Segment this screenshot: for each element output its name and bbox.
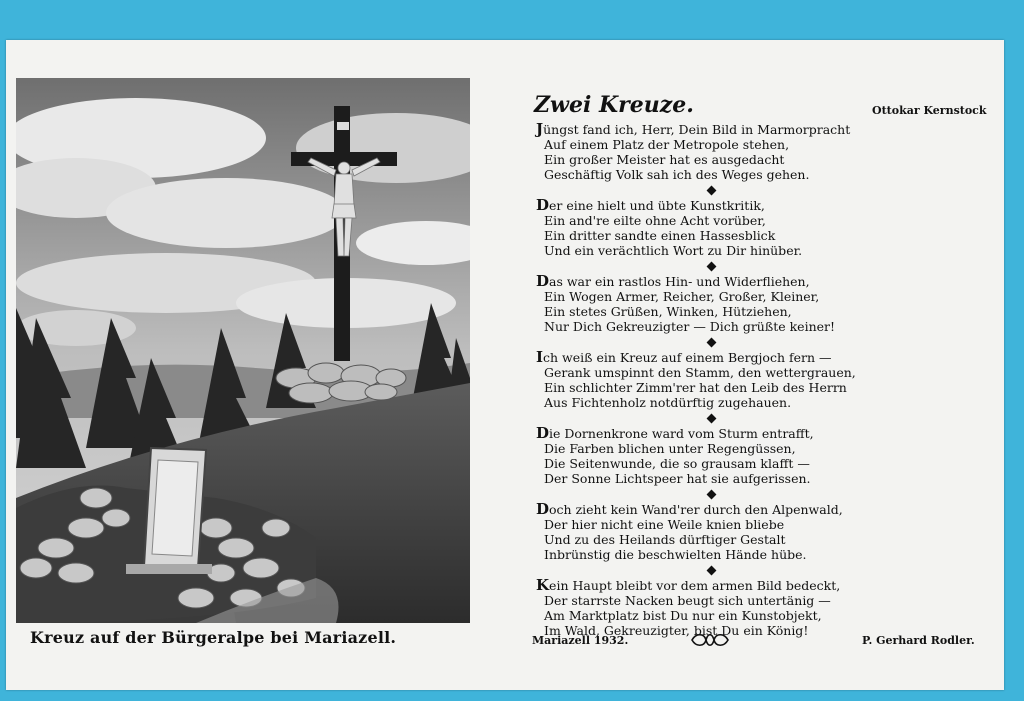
poem-line: Der hier nicht eine Weile knien bliebe — [544, 517, 785, 532]
poem-line: Und zu des Heilands dürftiger Gestalt — [544, 532, 786, 547]
poem-line: Gerank umspinnt den Stamm, den wettergrauen, — [544, 365, 856, 380]
poem-line: Inbrünstig die beschwielten Hände hübe. — [544, 547, 807, 562]
poem-author: Ottokar Kernstock — [872, 104, 987, 117]
poem-line: Nur Dich Gekreuzigter — Dich grüßte keiner! — [544, 319, 836, 334]
stanza-6 — [536, 502, 976, 562]
poem-line: Ich weiß ein Kreuz auf einem Bergjoch fern — — [536, 348, 832, 366]
diamond-divider-icon — [707, 490, 717, 500]
poem-line: Im Wald, Gekreuzigter, bist Du ein König! — [544, 623, 809, 638]
poem-line: Auf einem Platz der Metropole stehen, — [544, 137, 790, 152]
poem-title: Zwei Kreuze. — [534, 92, 694, 118]
poem-line: Ein dritter sandte einen Hassesblick — [544, 228, 776, 243]
crucifix-photo — [16, 78, 470, 623]
poem-line: Ein and're eilte ohne Acht vorüber, — [544, 213, 766, 228]
publisher-name: P. Gerhard Rodler. — [862, 634, 975, 647]
poem-line: Der Sonne Lichtspeer hat sie aufgerissen. — [544, 471, 811, 486]
crucifix-photo-icon — [16, 78, 470, 623]
poem-line: Kein Haupt bleibt vor dem armen Bild bedeckt, — [536, 576, 841, 594]
poem-line: Ein Wogen Armer, Reicher, Großer, Kleiner, — [544, 289, 820, 304]
poem-line: Der eine hielt und übte Kunstkritik, — [536, 196, 765, 214]
poem-line: Die Dornenkrone ward vom Sturm entrafft, — [536, 424, 814, 442]
flourish-ornament-icon — [690, 633, 730, 647]
stanza-3 — [536, 274, 976, 334]
poem-line: Ein großer Meister hat es ausgedacht — [544, 152, 785, 167]
photo-caption: Kreuz auf der Bürgeralpe bei Mariazell. — [30, 628, 397, 647]
diamond-divider-icon — [707, 414, 717, 424]
poem-line: Geschäftig Volk sah ich des Weges gehen. — [544, 167, 810, 182]
poem-line: Der starrste Nacken beugt sich untertänig — — [544, 593, 831, 608]
poem-body — [536, 122, 976, 638]
diamond-divider-icon — [707, 262, 717, 272]
stanza-2 — [536, 198, 976, 258]
poem-line: Doch zieht kein Wand'rer durch den Alpenwald, — [536, 500, 843, 518]
poem-line: Aus Fichtenholz notdürftig zugehauen. — [544, 395, 792, 410]
diamond-divider-icon — [707, 186, 717, 196]
diamond-divider-icon — [707, 338, 717, 348]
poem-line: Ein stetes Grüßen, Winken, Hütziehen, — [544, 304, 792, 319]
stanza-7 — [536, 578, 976, 638]
poem-line: Am Marktplatz bist Du nur ein Kunstobjekt, — [544, 608, 822, 623]
diamond-divider-icon — [707, 566, 717, 576]
poem-line: Die Farben blichen unter Regengüssen, — [544, 441, 796, 456]
poem-line: Das war ein rastlos Hin- und Widerfliehen, — [536, 272, 810, 290]
poem-line: Und ein verächtlich Wort zu Dir hinüber. — [544, 243, 803, 258]
stanza-4 — [536, 350, 976, 410]
place-year: Mariazell 1932. — [532, 634, 629, 647]
poem-line: Jüngst fand ich, Herr, Dein Bild in Marmorpracht — [536, 120, 851, 138]
stanza-1 — [536, 122, 976, 182]
poem-line: Die Seitenwunde, die so grausam klafft — — [544, 456, 810, 471]
poem-line: Ein schlichter Zimm'rer hat den Leib des Herrn — [544, 380, 847, 395]
postcard — [6, 40, 1004, 690]
stanza-5 — [536, 426, 976, 486]
